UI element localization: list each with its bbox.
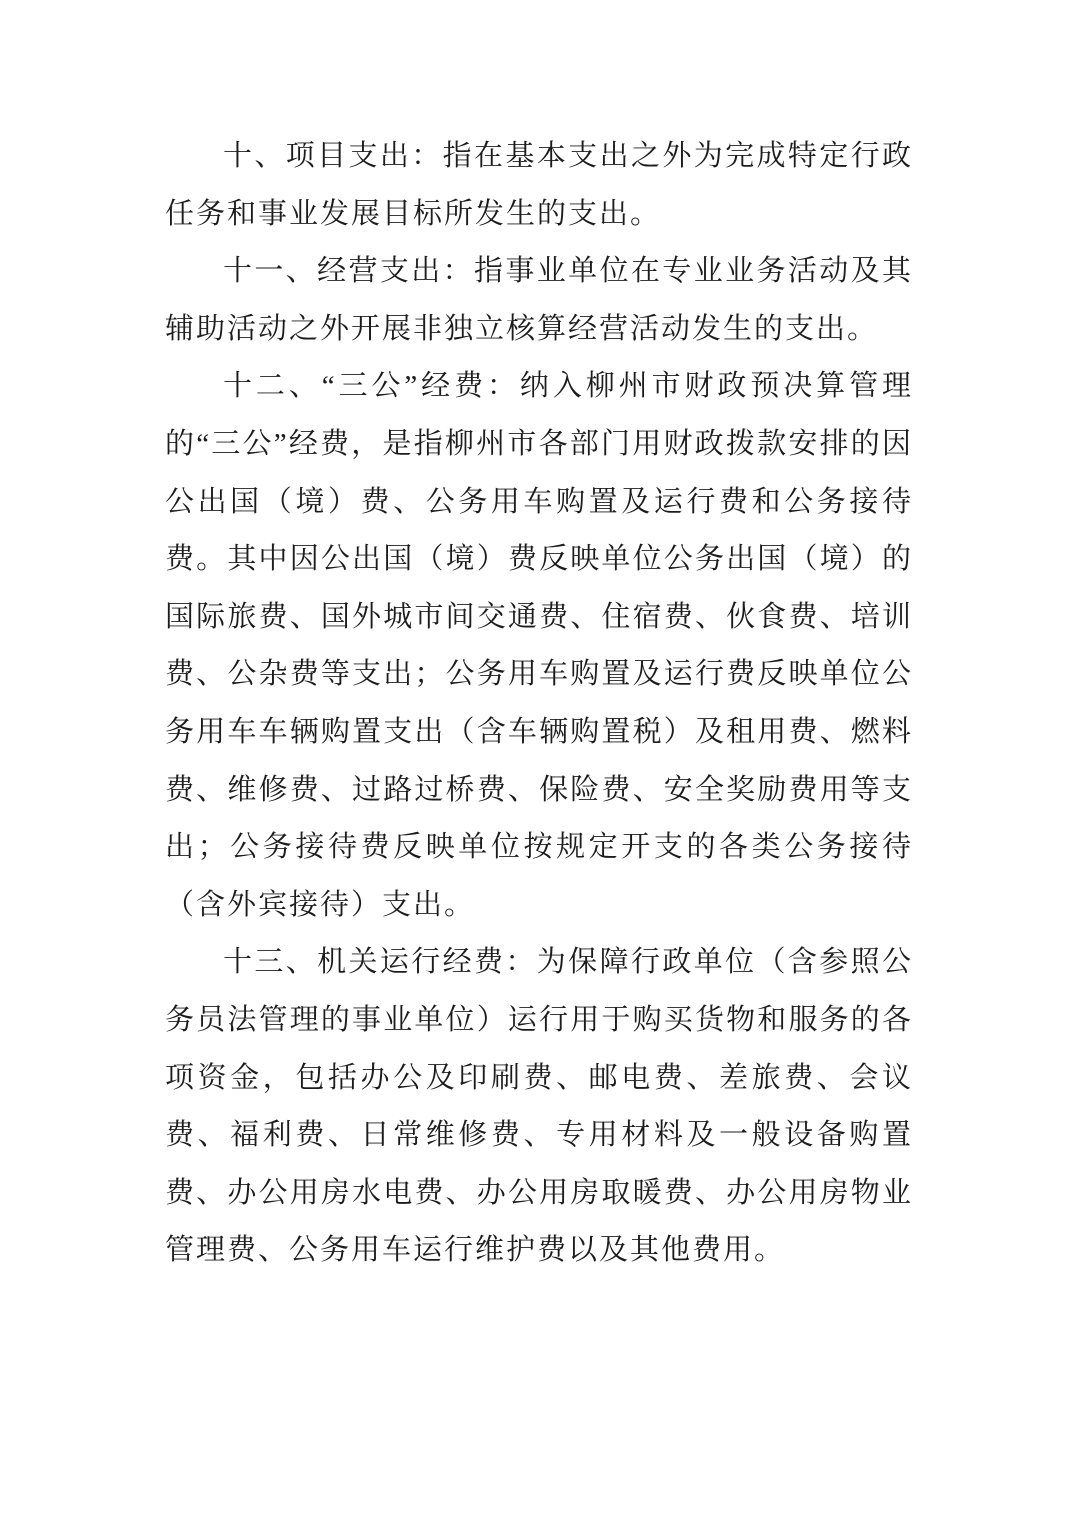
- paragraph-three-public-funds: 十二、“三公”经费：纳入柳州市财政预决算管理的“三公”经费，是指柳州市各部门用财政拨款安排的因公出国（境）费、公务用车购置及运行费和公务接待费。其中因公出国（境）费反映单位公务出国（境）的国际旅费、国外城市间交通费、住宿费、伙食费、培训费、公杂费等支出；公务用车购置及运行费反映单位公务用车车辆购置支出（含车辆购置税）及租用费、燃料费、维修费、过路过桥费、保险费、安全奖励费用等支出；公务接待费反映单位按规定开支的各类公务接待（含外宾接待）支出。: [165, 370, 913, 921]
- paragraph-agency-operating-funds: 十三、机关运行经费：为保障行政单位（含参照公务员法管理的事业单位）运行用于购买货物和服务的各项资金，包括办公及印刷费、邮电费、差旅费、会议费、福利费、日常维修费、专用材料及一般设备购置费、办公用房水电费、办公用房取暖费、办公用房物业管理费、公务用车运行维护费以及其他费用。: [165, 946, 913, 1267]
- paragraph-project-expenditure: 十、项目支出：指在基本支出之外为完成特定行政任务和事业发展目标所发生的支出。: [165, 140, 913, 230]
- paragraph-operating-expenditure: 十一、经营支出：指事业单位在专业业务活动及其辅助活动之外开展非独立核算经营活动发生的支出。: [165, 255, 913, 345]
- document-text-block: [165, 128, 913, 1280]
